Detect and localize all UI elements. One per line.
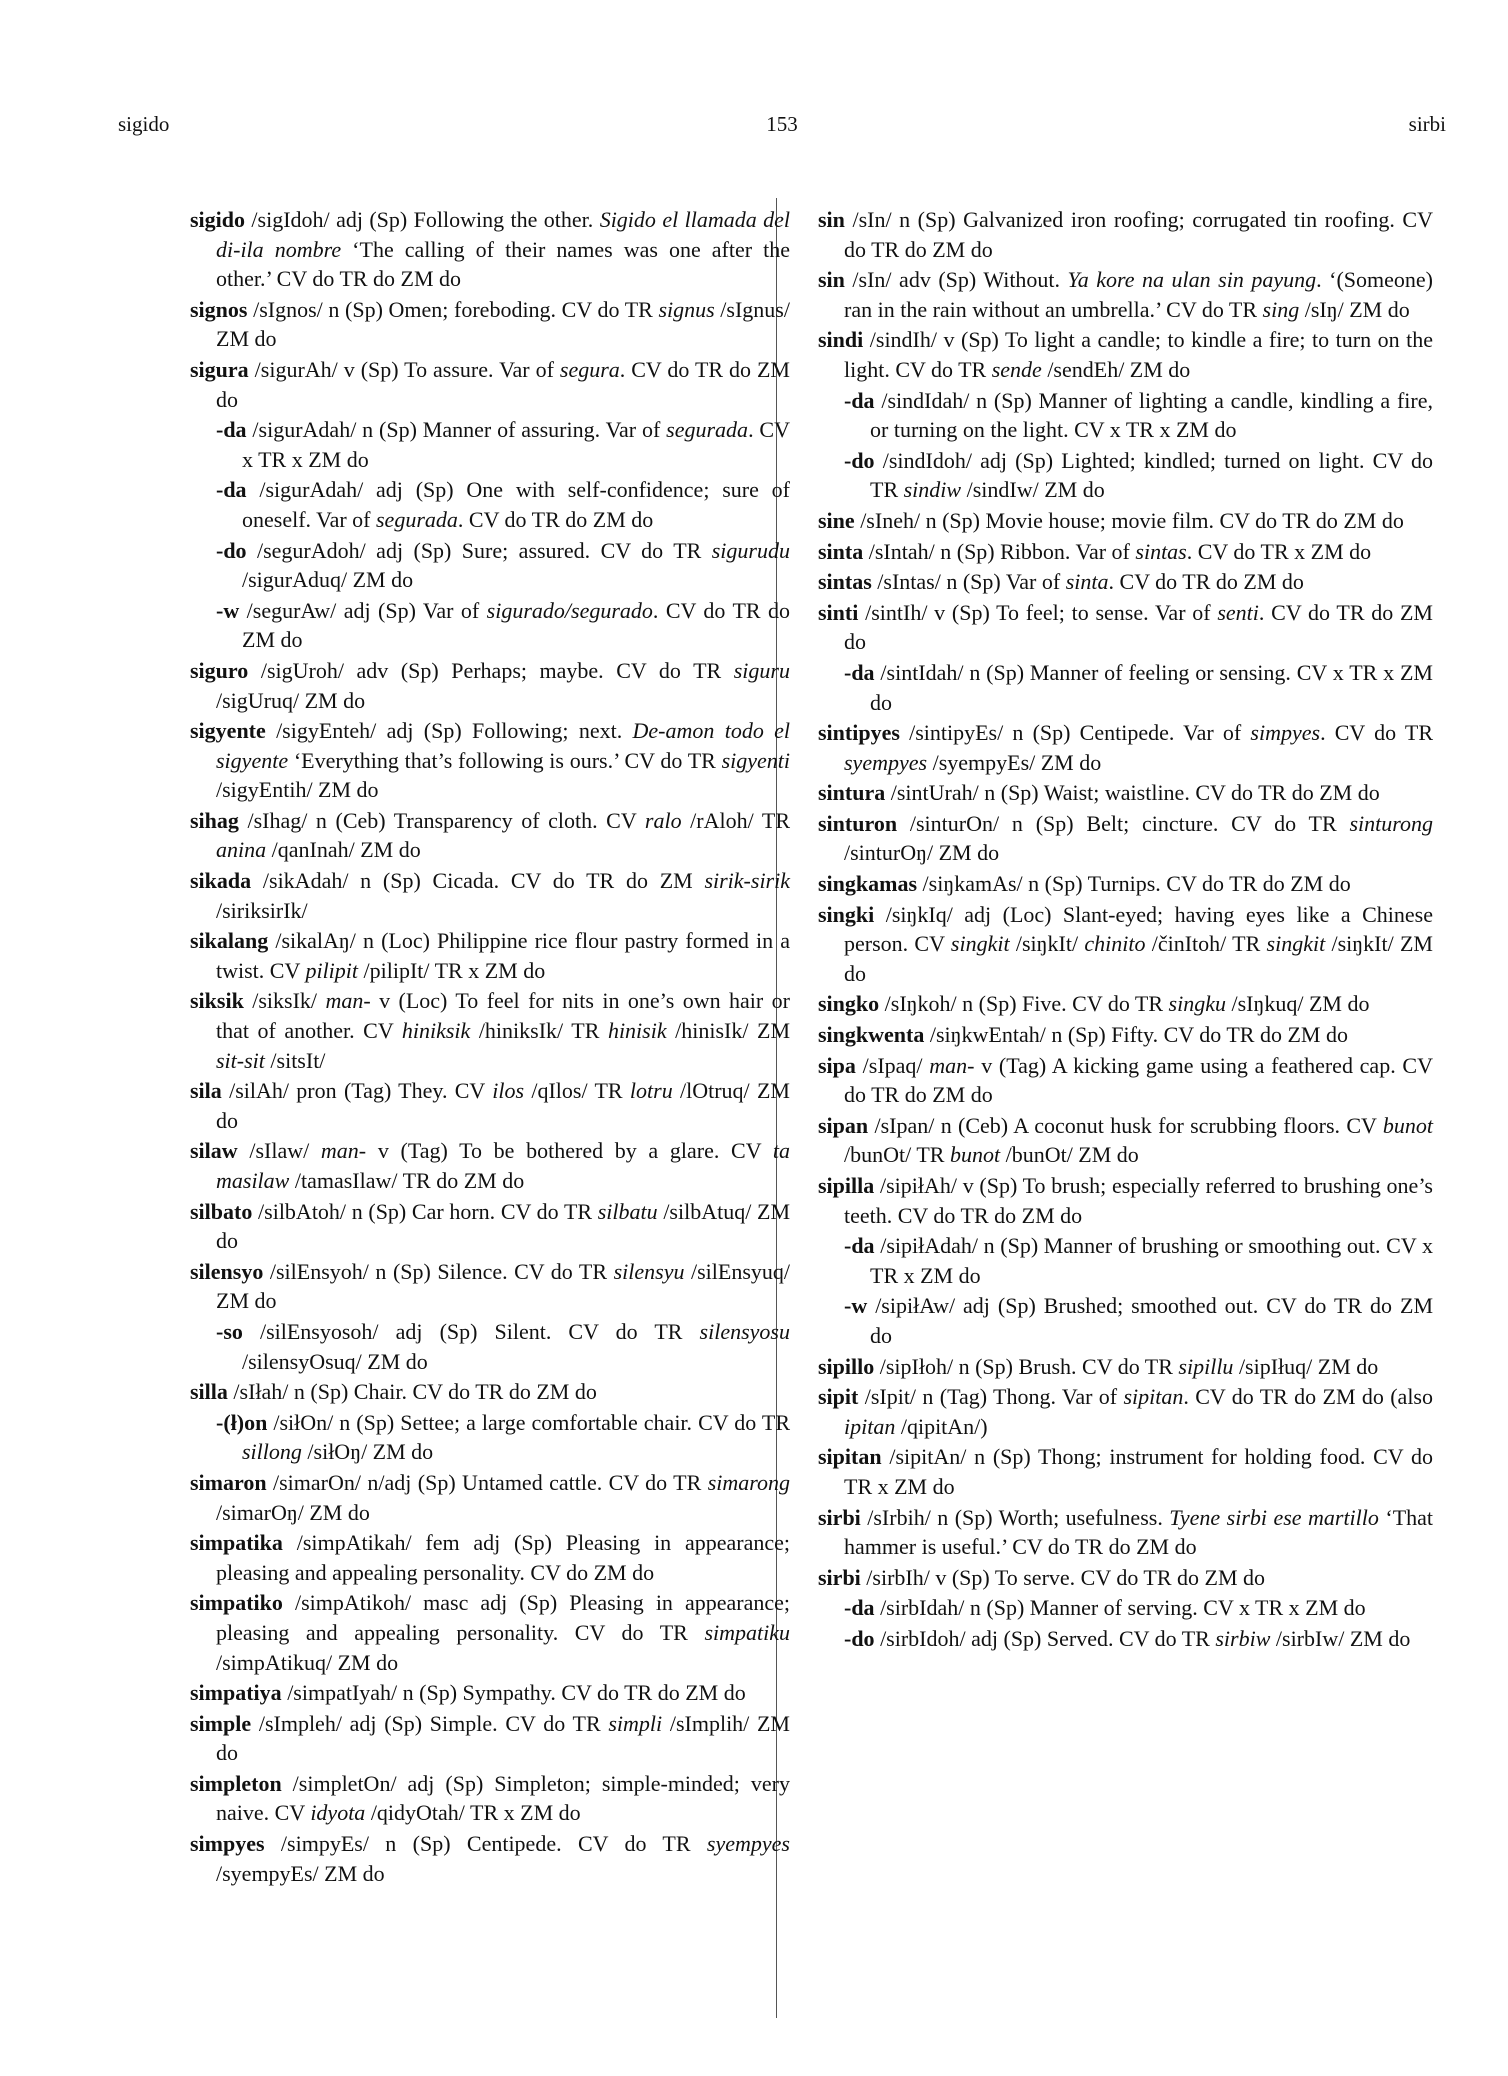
headword: sipilla — [818, 1173, 875, 1198]
entry-text: /sIgnus/ ZM do — [216, 296, 790, 352]
italic-text: sirbiw — [1215, 1625, 1271, 1651]
entry-text: v (Tag) A kicking game using a feathered cap. CV do TR do ZM do — [844, 1052, 1433, 1108]
headword: simpleton — [190, 1770, 282, 1796]
italic-text: sing — [1262, 296, 1300, 322]
entry-text: /sintUrah/ n (Sp) Waist; waistline. CV do TR do ZM do — [885, 780, 1380, 806]
entry-text: . CV do TR — [1320, 720, 1433, 746]
page-number: 153 — [766, 112, 798, 136]
entry-text: /sIgnos/ n (Sp) Omen; foreboding. CV do TR — [247, 296, 659, 322]
italic-text: man- — [325, 988, 371, 1014]
entry-text: /sIneh/ n (Sp) Movie house; movie film. CV do TR do ZM do — [854, 507, 1404, 533]
entry-text: /hiniksIk/ TR — [470, 1018, 608, 1044]
subentry — [216, 536, 790, 595]
entry-text: /siriksirIk/ — [216, 897, 308, 923]
entry-text: /simpatIyah/ n (Sp) Sympathy. CV do TR do ZM do — [281, 1680, 746, 1706]
entry-text: /sindIw/ ZM do — [961, 477, 1105, 503]
dictionary-entry — [818, 1442, 1433, 1501]
headword: sihag — [190, 807, 239, 833]
entry-text: /simpAtikoh/ masc adj (Sp) Pleasing in appearance; pleasing and appealing personality. CV do TR — [216, 1590, 790, 1645]
headword: sigyente — [190, 718, 266, 744]
italic-text: anina — [216, 837, 267, 863]
entry-text: /lOtruq/ ZM do — [216, 1078, 790, 1133]
italic-text: De-amon todo el sigyente — [216, 718, 790, 773]
entry-text: /sirbIdoh/ adj (Sp) Served. CV do TR — [874, 1625, 1216, 1651]
entry-text: /silEnsyoh/ n (Sp) Silence. CV do TR — [263, 1258, 614, 1284]
headword: singkwenta — [818, 1022, 925, 1048]
header-left-guideword: sigido — [118, 112, 170, 136]
entry-text: . CV x TR x ZM do — [242, 417, 790, 472]
entry-text: /sikAdah/ n (Sp) Cicada. CV do TR do ZM — [251, 868, 705, 894]
subentry — [216, 475, 790, 534]
entry-text: /sIn/ adv (Sp) Without. — [844, 267, 1068, 293]
italic-text: sipillu — [1178, 1353, 1234, 1379]
subentry — [844, 658, 1433, 717]
entry-text: /sigurAh/ v (Sp) To assure. Var of — [248, 356, 560, 382]
entry-text: /siŋkIt/ — [1009, 931, 1085, 957]
entry-text: /siksIk/ — [243, 988, 326, 1014]
entry-text: /sinturOŋ/ ZM do — [844, 840, 1000, 866]
entry-text: /sirbIw/ ZM do — [1270, 1625, 1411, 1651]
dictionary-entry — [190, 1588, 790, 1677]
italic-text: man- — [320, 1138, 367, 1164]
italic-text: simpli — [608, 1710, 663, 1736]
dictionary-entry — [818, 506, 1433, 536]
entry-text: /silensyOsuq/ ZM do — [242, 1348, 428, 1374]
entry-text: /pilipIt/ TR x ZM do — [358, 957, 546, 983]
dictionary-entry — [818, 325, 1433, 384]
headword: simple — [190, 1710, 252, 1736]
subentry — [844, 1624, 1433, 1654]
entry-text: . CV do TR x ZM do — [1186, 538, 1372, 564]
entry-text: /qipitAn/) — [895, 1413, 988, 1439]
dictionary-entry — [190, 1136, 790, 1195]
entry-text: /sigUroh/ adv (Sp) Perhaps; maybe. CV do TR — [248, 657, 734, 683]
entry-text: /sigUruq/ ZM do — [216, 687, 366, 713]
entry-text: /sipiłAh/ v (Sp) To brush; especially referred to brushing one’s teeth. CV do TR do ZM do — [844, 1173, 1433, 1228]
entry-text: /simpletOn/ adj (Sp) Simpleton; simple-minded; very naive. CV — [216, 1770, 790, 1826]
headword: simpatika — [190, 1530, 283, 1556]
dictionary-entry — [190, 1678, 790, 1708]
entry-text: /sIŋkuq/ ZM do — [1225, 991, 1370, 1017]
dictionary-entry — [818, 778, 1433, 808]
entry-text: v (Loc) To feel for nits in one’s own hair or that of another. CV — [216, 988, 790, 1044]
entry-text: /qIlos/ TR — [524, 1078, 630, 1104]
dictionary-entry — [818, 1051, 1433, 1110]
dictionary-entry — [818, 1382, 1433, 1441]
dictionary-entry — [818, 1111, 1433, 1170]
headword: -da — [844, 1233, 875, 1259]
italic-text: hiniksik — [401, 1018, 471, 1044]
entry-text: /simpyEs/ n (Sp) Centipede. CV do TR — [264, 1831, 707, 1857]
headword: sinta — [818, 538, 864, 564]
italic-text: sigurado/segurado — [486, 597, 653, 623]
entry-text: /sigurAdah/ n (Sp) Manner of assuring. Var of — [246, 417, 667, 443]
dictionary-entry — [190, 1709, 790, 1768]
dictionary-entry — [190, 1528, 790, 1587]
headword: -so — [216, 1318, 243, 1344]
headword: sipillo — [818, 1353, 875, 1379]
entry-text: /silEnsyosoh/ adj (Sp) Silent. CV do TR — [242, 1318, 700, 1344]
headword: sigido — [190, 207, 246, 232]
entry-text: /siŋkIt/ ZM do — [844, 931, 1433, 986]
entry-text: /činItoh/ TR — [1145, 931, 1267, 957]
entry-text: /sirbIdah/ n (Sp) Manner of serving. CV x TR x ZM do — [874, 1595, 1366, 1621]
italic-text: man- — [929, 1052, 975, 1078]
italic-text: sindiw — [903, 477, 962, 503]
italic-text: sigurudu — [711, 537, 790, 563]
subentry — [216, 1408, 790, 1467]
italic-text: segura — [559, 356, 620, 382]
dictionary-entry — [190, 656, 790, 715]
dictionary-entry — [818, 265, 1433, 324]
headword: -da — [844, 1595, 875, 1621]
entry-text: /sintIh/ v (Sp) To feel; to sense. Var of — [858, 599, 1218, 625]
dictionary-entry — [818, 718, 1433, 777]
headword: sirbi — [818, 1564, 861, 1590]
entry-text: ‘That hammer is useful.’ CV do TR do ZM do — [844, 1504, 1434, 1560]
headword: -da — [844, 659, 875, 685]
dictionary-entry — [190, 355, 790, 414]
dictionary-entry — [818, 1503, 1433, 1562]
italic-text: sigyenti — [721, 747, 790, 773]
entry-text: /rAloh/ TR — [681, 807, 790, 833]
entry-text: /sIpaq/ — [855, 1052, 930, 1078]
headword: sintas — [818, 569, 872, 595]
entry-text: /simarOŋ/ ZM do — [216, 1499, 370, 1525]
italic-text: hinisik — [607, 1018, 667, 1044]
entry-text: /qanInah/ ZM do — [266, 837, 421, 863]
dictionary-entry — [190, 295, 790, 354]
headword: sindi — [818, 327, 864, 353]
italic-text: silensyu — [613, 1258, 685, 1284]
entry-text: /segurAdoh/ adj (Sp) Sure; assured. CV do TR — [246, 537, 712, 563]
italic-text: siguru — [733, 657, 790, 683]
headword: simpyes — [190, 1831, 265, 1857]
entry-text: /sIłah/ n (Sp) Chair. CV do TR do ZM do — [227, 1379, 597, 1405]
entry-text: /siłOn/ n (Sp) Settee; a large comfortable chair. CV do TR — [267, 1409, 790, 1435]
italic-text: sit-sit — [216, 1047, 265, 1073]
entry-text: /sImpleh/ adj (Sp) Simple. CV do TR — [251, 1710, 609, 1736]
left-column — [190, 205, 790, 1889]
entry-text: /sitsIt/ — [264, 1047, 326, 1073]
dictionary-entry — [190, 926, 790, 985]
italic-text: ralo — [644, 807, 682, 833]
italic-text: syempyes — [706, 1831, 790, 1857]
page-header — [118, 112, 1446, 142]
italic-text: sirik-sirik — [704, 868, 790, 894]
headword: sigura — [190, 356, 249, 382]
headword: sipitan — [818, 1444, 882, 1470]
dictionary-entry — [190, 1257, 790, 1316]
entry-text: /sIlaw/ — [237, 1138, 321, 1164]
italic-text: Sigido el llamada del di-ila nombre — [216, 207, 790, 262]
subentry — [844, 386, 1433, 445]
entry-text: /sImplih/ ZM do — [216, 1710, 790, 1766]
entry-text: /qidyOtah/ TR x ZM do — [365, 1800, 581, 1826]
italic-text: singkit — [950, 931, 1010, 957]
headword: silaw — [190, 1138, 238, 1164]
italic-text: singku — [1168, 991, 1226, 1017]
dictionary-entry — [190, 1468, 790, 1527]
entry-text: /syempyEs/ ZM do — [216, 1860, 385, 1886]
italic-text: sinturong — [1349, 810, 1433, 836]
entry-text: /sIŋ/ ZM do — [1299, 296, 1410, 322]
entry-text: /syempyEs/ ZM do — [927, 749, 1102, 775]
dictionary-entry — [190, 806, 790, 865]
entry-text: /sipitAn/ n (Sp) Thong; instrument for holding food. CV do TR x ZM do — [844, 1444, 1433, 1499]
subentry — [216, 415, 790, 474]
headword: sipan — [818, 1112, 869, 1138]
italic-text: syempyes — [844, 749, 928, 775]
headword: sipa — [818, 1052, 856, 1078]
headword: sin — [818, 267, 845, 293]
italic-text: sintas — [1135, 538, 1187, 564]
entry-text: /sigIdoh/ adj (Sp) Following the other. — [245, 207, 600, 232]
subentry — [844, 446, 1433, 505]
italic-text: ta masilaw — [216, 1138, 790, 1193]
entry-text: . CV do TR do ZM do — [1108, 569, 1304, 595]
dictionary-entry — [190, 1076, 790, 1135]
entry-text: /sIhag/ n (Ceb) Transparency of cloth. CV — [238, 807, 645, 833]
italic-text: simarong — [707, 1469, 790, 1495]
entry-text: /silEnsyuq/ ZM do — [216, 1258, 791, 1314]
headword: singki — [818, 901, 875, 927]
dictionary-entry — [190, 1377, 790, 1407]
dictionary-entry — [190, 716, 790, 805]
subentry — [844, 1291, 1433, 1350]
italic-text: chinito — [1084, 931, 1146, 957]
subentry — [216, 1317, 790, 1376]
dictionary-entry — [818, 205, 1433, 264]
headword: silla — [190, 1379, 228, 1405]
entry-text: . CV do TR do ZM do (also — [1183, 1384, 1433, 1410]
headword: simpatiya — [190, 1680, 282, 1706]
headword: sine — [818, 507, 855, 533]
italic-text: singkit — [1266, 931, 1326, 957]
entry-text: /sIntas/ n (Sp) Var of — [871, 569, 1066, 595]
subentry — [216, 596, 790, 655]
entry-text: /sipiłAdah/ n (Sp) Manner of brushing or smoothing out. CV x TR x ZM do — [870, 1233, 1433, 1288]
entry-text: /sintipyEs/ n (Sp) Centipede. Var of — [899, 720, 1251, 746]
entry-text: /siŋkamAs/ n (Sp) Turnips. CV do TR do ZM do — [917, 871, 1351, 897]
italic-text: sillong — [242, 1439, 302, 1465]
entry-text: . CV do TR do ZM do — [457, 506, 654, 532]
headword: sinti — [818, 599, 859, 625]
headword: sipit — [818, 1384, 859, 1410]
dictionary-entry — [818, 989, 1433, 1019]
italic-text: Tyene sirbi ese martillo — [1169, 1504, 1379, 1530]
italic-text: bunot — [949, 1142, 1001, 1168]
dictionary-entry — [190, 1829, 790, 1888]
subentry — [844, 1231, 1433, 1290]
entry-text: /sindIdah/ n (Sp) Manner of lighting a candle, kindling a fire, or turning on the light. CV x TR x ZM do — [870, 387, 1433, 443]
dictionary-entry — [190, 986, 790, 1075]
dictionary-entry — [818, 1020, 1433, 1050]
dictionary-entry — [818, 567, 1433, 597]
dictionary-entry — [818, 809, 1433, 868]
entry-text: /silbAtoh/ n (Sp) Car horn. CV do TR — [252, 1198, 598, 1224]
italic-text: ipitan — [844, 1413, 896, 1439]
entry-text: /bunOt/ ZM do — [1000, 1142, 1139, 1168]
entry-text: /silAh/ pron (Tag) They. CV — [221, 1078, 493, 1104]
entry-text: /simpAtikuq/ ZM do — [216, 1649, 399, 1675]
headword: -do — [844, 1625, 875, 1651]
italic-text: senti — [1217, 599, 1259, 625]
entry-text: /sIŋkoh/ n (Sp) Five. CV do TR — [879, 991, 1169, 1017]
dictionary-entry — [818, 598, 1433, 657]
italic-text: simpyes — [1250, 720, 1321, 746]
subentry — [844, 1593, 1433, 1623]
dictionary-entry — [190, 866, 790, 925]
dictionary-entry — [190, 1769, 790, 1828]
entry-text: ‘The calling of their names was one after the other.’ CV do TR do ZM do — [216, 236, 791, 292]
headword: singkamas — [818, 871, 918, 897]
headword: sin — [818, 207, 845, 232]
headword: silbato — [190, 1198, 253, 1224]
entry-text: /sIn/ n (Sp) Galvanized iron roofing; corrugated tin roofing. CV do TR do ZM do — [844, 207, 1433, 262]
headword: -da — [216, 477, 247, 503]
italic-text: sende — [991, 356, 1042, 382]
dictionary-entry — [818, 537, 1433, 567]
headword: sinturon — [818, 810, 898, 836]
entry-text: /sigurAdah/ adj (Sp) One with self-confidence; sure of oneself. Var of — [242, 477, 790, 532]
italic-text: bunot — [1382, 1112, 1433, 1138]
entry-text: /sipiłAw/ adj (Sp) Brushed; smoothed out. CV do TR do ZM do — [867, 1293, 1433, 1348]
italic-text: simpatiku — [704, 1619, 790, 1645]
entry-text: /siłOŋ/ ZM do — [301, 1439, 434, 1465]
entry-text: /sikalAŋ/ n (Loc) Philippine rice flour pastry formed in a twist. CV — [216, 928, 790, 983]
headword: -do — [844, 447, 875, 473]
entry-text: /sipIłoh/ n (Sp) Brush. CV do TR — [874, 1353, 1179, 1379]
right-column — [818, 205, 1433, 1655]
headword: sila — [190, 1078, 222, 1104]
dictionary-entry — [818, 1171, 1433, 1230]
entry-text: /sIrbih/ n (Sp) Worth; usefulness. — [860, 1504, 1170, 1530]
headword: -(ł)on — [216, 1409, 268, 1435]
entry-text: /sindIh/ v (Sp) To light a candle; to kindle a fire; to turn on the light. CV do TR — [844, 327, 1433, 382]
italic-text: idyota — [310, 1800, 366, 1826]
italic-text: Ya kore na ulan sin payung — [1067, 267, 1317, 293]
dictionary-entry — [818, 1563, 1433, 1593]
italic-text: sipitan — [1123, 1384, 1184, 1410]
entry-text: /sipIłuq/ ZM do — [1233, 1353, 1379, 1379]
entry-text: . ‘(Someone) ran in the rain without an umbrella.’ CV do TR — [844, 267, 1433, 322]
headword: silensyo — [190, 1258, 264, 1284]
entry-text: /bunOt/ TR — [844, 1142, 950, 1168]
italic-text: signus — [658, 296, 715, 322]
dictionary-entry — [190, 205, 790, 294]
headword: -do — [216, 537, 247, 563]
entry-text: /tamasIlaw/ TR do ZM do — [289, 1168, 525, 1193]
entry-text: . CV do TR do ZM do — [844, 599, 1433, 655]
dictionary-entry — [818, 900, 1433, 989]
entry-text: . CV do TR do ZM do — [242, 597, 790, 653]
entry-text: /siŋkIq/ adj (Loc) Slant-eyed; having eyes like a Chinese person. CV — [844, 901, 1433, 957]
dictionary-entry — [818, 1352, 1433, 1382]
entry-text: /siŋkwEntah/ n (Sp) Fifty. CV do TR do ZM do — [924, 1022, 1348, 1048]
italic-text: segurada — [666, 417, 749, 443]
entry-text: /sIpan/ n (Ceb) A coconut husk for scrubbing floors. CV — [868, 1112, 1383, 1138]
entry-text: /sigyEnteh/ adj (Sp) Following; next. — [265, 718, 633, 744]
headword: sirbi — [818, 1504, 861, 1530]
entry-text: /segurAw/ adj (Sp) Var of — [239, 597, 487, 623]
entry-text: /simpAtikah/ fem adj (Sp) Pleasing in appearance; pleasing and appealing personality. CV do ZM do — [216, 1530, 790, 1585]
italic-text: segurada — [376, 506, 458, 532]
header-right-guideword: sirbi — [1408, 112, 1446, 136]
headword: siguro — [190, 657, 249, 683]
italic-text: silensyosu — [699, 1318, 790, 1344]
entry-text: /sigurAduq/ ZM do — [242, 567, 414, 593]
dictionary-entry — [818, 869, 1433, 899]
italic-text: silbatu — [597, 1198, 658, 1224]
dictionary-entry — [190, 1197, 790, 1256]
headword: sintura — [818, 780, 886, 806]
entry-text: ‘Everything that’s following is ours.’ CV do TR — [288, 747, 722, 773]
entry-text: v (Tag) To be bothered by a glare. CV — [366, 1138, 773, 1164]
italic-text: lotru — [629, 1078, 673, 1104]
entry-text: . CV do TR do ZM do — [216, 356, 790, 412]
headword: -w — [844, 1293, 868, 1319]
headword: sikalang — [190, 928, 269, 954]
headword: -da — [844, 387, 875, 413]
entry-text: /sintIdah/ n (Sp) Manner of feeling or sensing. CV x TR x ZM do — [870, 659, 1433, 715]
entry-text: /sendEh/ ZM do — [1041, 356, 1191, 382]
entry-text: /sIntah/ n (Sp) Ribbon. Var of — [863, 538, 1136, 564]
italic-text: pilipit — [305, 957, 359, 983]
headword: simaron — [190, 1469, 267, 1495]
headword: signos — [190, 296, 248, 322]
entry-text: /sirbIh/ v (Sp) To serve. CV do TR do ZM do — [860, 1564, 1266, 1590]
italic-text: ilos — [492, 1078, 525, 1104]
entry-text: /simarOn/ n/adj (Sp) Untamed cattle. CV do TR — [266, 1469, 708, 1495]
headword: -da — [216, 417, 247, 443]
headword: siksik — [190, 988, 244, 1014]
entry-text: /sigyEntih/ ZM do — [216, 777, 379, 803]
entry-text: /hinisIk/ ZM — [666, 1018, 791, 1044]
headword: sikada — [190, 868, 252, 894]
entry-text: /silbAtuq/ ZM do — [216, 1198, 791, 1254]
entry-text: /sIpit/ n (Tag) Thong. Var of — [858, 1384, 1124, 1410]
headword: -w — [216, 597, 240, 623]
entry-text: /sinturOn/ n (Sp) Belt; cincture. CV do TR — [897, 810, 1350, 836]
entry-text: /sindIdoh/ adj (Sp) Lighted; kindled; turned on light. CV do TR — [870, 447, 1433, 503]
headword: simpatiko — [190, 1590, 283, 1616]
italic-text: sinta — [1065, 569, 1109, 595]
headword: singko — [818, 991, 880, 1017]
headword: sintipyes — [818, 720, 900, 746]
